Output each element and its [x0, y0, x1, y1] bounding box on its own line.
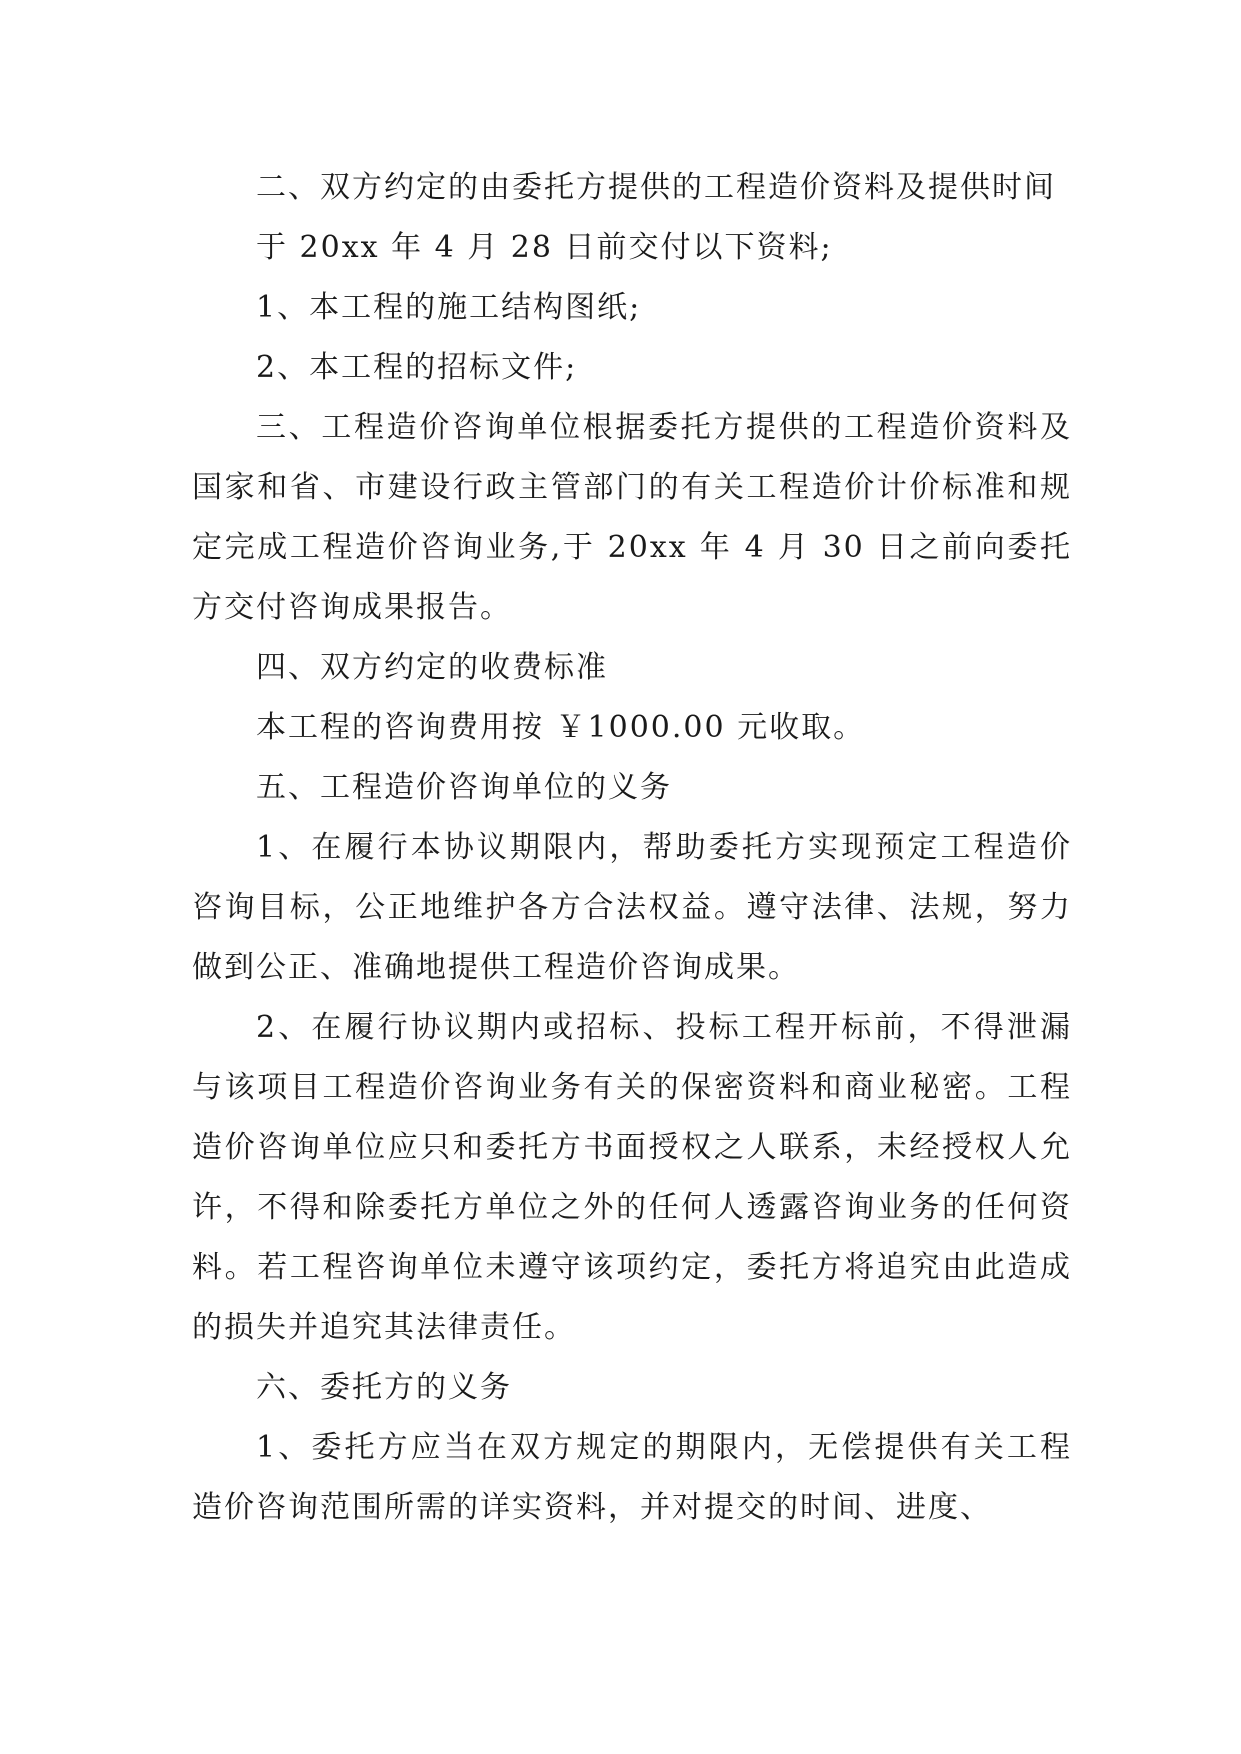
list-item: 1、在履行本协议期限内，帮助委托方实现预定工程造价咨询目标，公正地维护各方合法权益。遵守法律、法规，努力做到公正、准确地提供工程造价咨询成果。 — [192, 830, 1072, 985]
section-heading-6: 六、委托方的义务 — [256, 1370, 512, 1405]
section-heading-2: 二、双方约定的由委托方提供的工程造价资料及提供时间 — [256, 170, 1056, 205]
section-heading-3: 三、工程造价咨询单位根据委托方提供的工程造价资料及国家和省、市建设行政主管部门的有关工程造价计价标准和规定完成工程造价咨询业务,于 20xx 年 4 月 30 日之前向委托方交付咨询成果报告。 — [192, 410, 1072, 625]
list-item: 2、本工程的招标文件; — [256, 350, 578, 385]
paragraph: 本工程的咨询费用按 ￥1000.00 元收取。 — [256, 710, 866, 745]
list-item: 2、在履行协议期内或招标、投标工程开标前，不得泄漏与该项目工程造价咨询业务有关的保密资料和商业秘密。工程造价咨询单位应只和委托方书面授权之人联系，未经授权人允许，不得和除委托方单位之外的任何人透露咨询业务的任何资料。若工程咨询单位未遵守该项约定，委托方将追究由此造成的损失并追究其法律责任。 — [192, 1010, 1072, 1345]
list-item: 1、委托方应当在双方规定的期限内，无偿提供有关工程造价咨询范围所需的详实资料，并对提交的时间、进度、 — [192, 1430, 1072, 1525]
section-heading-4: 四、双方约定的收费标准 — [256, 650, 608, 685]
list-item: 1、本工程的施工结构图纸; — [256, 290, 642, 325]
paragraph: 于 20xx 年 4 月 28 日前交付以下资料; — [256, 230, 833, 265]
section-heading-5: 五、工程造价咨询单位的义务 — [256, 770, 672, 805]
document-body — [192, 158, 1072, 1538]
